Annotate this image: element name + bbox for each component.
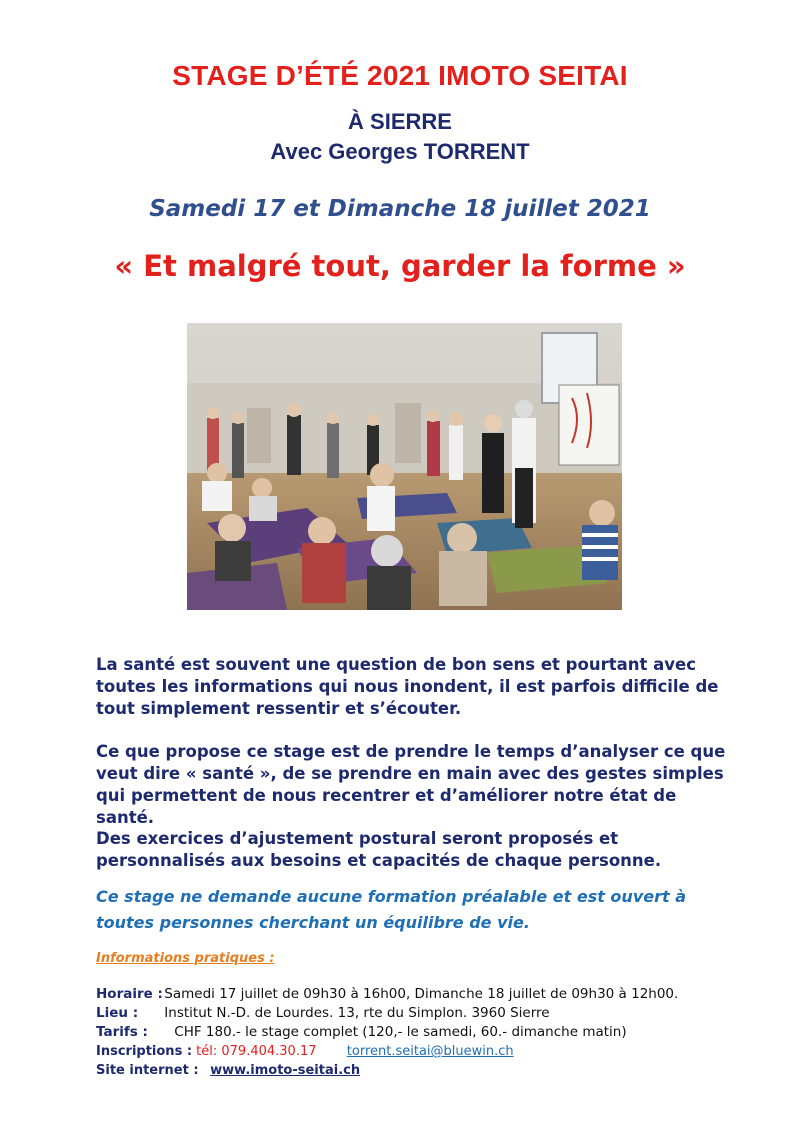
exercises-paragraph: Des exercices d’ajustement postural seront proposés et personnalisés aux besoins et capacités de chaque personne. [96,829,662,870]
workshop-photo-illustration [187,323,622,610]
website-label: Site internet : [96,1063,199,1078]
venue-value: Institut N.-D. de Lourdes. 13, rte du Simplon. 3960 Sierre [164,1005,550,1021]
intro-paragraph: La santé est souvent une question de bon sens et pourtant avec toutes les informations qui nous inondent, il est parfois difficile de tout simplement ressentir et s’écouter. [96,655,719,718]
website-row [96,1063,360,1078]
event-dates: Samedi 17 et Dimanche 18 juillet 2021 [149,196,651,222]
prices-label: Tarifs : [96,1024,148,1040]
registration-phone[interactable]: tél: 079.404.30.17 [196,1044,317,1059]
venue-label: Lieu : [96,1005,139,1021]
prices-row [96,1024,627,1040]
schedule-row [96,986,678,1002]
document-title: STAGE D’ÉTÉ 2021 IMOTO SEITAI [172,60,628,91]
schedule-value: Samedi 17 juillet de 09h30 à 16h00, Dimanche 18 juillet de 09h30 à 12h00. [164,986,679,1002]
registration-row [96,1044,514,1059]
venue-row [96,1005,550,1021]
workshop-photo [187,323,622,610]
schedule-label: Horaire : [96,986,163,1002]
website-link[interactable]: www.imoto-seitai.ch [210,1063,361,1078]
open-to-all-note: Ce stage ne demande aucune formation préalable et est ouvert à toutes personnes cherchant un équilibre de vie. [96,887,686,932]
registration-email-link[interactable]: torrent.seitai@bluewin.ch [346,1044,514,1059]
purpose-paragraph: Ce que propose ce stage est de prendre le temps d’analyser ce que veut dire « santé », de se prendre en main avec des gestes simples qui permettent de nous recentrer et d’améliorer notre état de santé. [96,742,726,827]
prices-value: CHF 180.- le stage complet (120,- le samedi, 60.- dimanche matin) [174,1024,627,1040]
event-motto: « Et malgré tout, garder la forme » [114,249,686,283]
teacher-heading: Avec Georges TORRENT [270,139,530,164]
registration-label: Inscriptions : [96,1044,193,1059]
location-heading: À SIERRE [348,109,452,134]
practical-info-heading: Informations pratiques : [96,951,275,966]
